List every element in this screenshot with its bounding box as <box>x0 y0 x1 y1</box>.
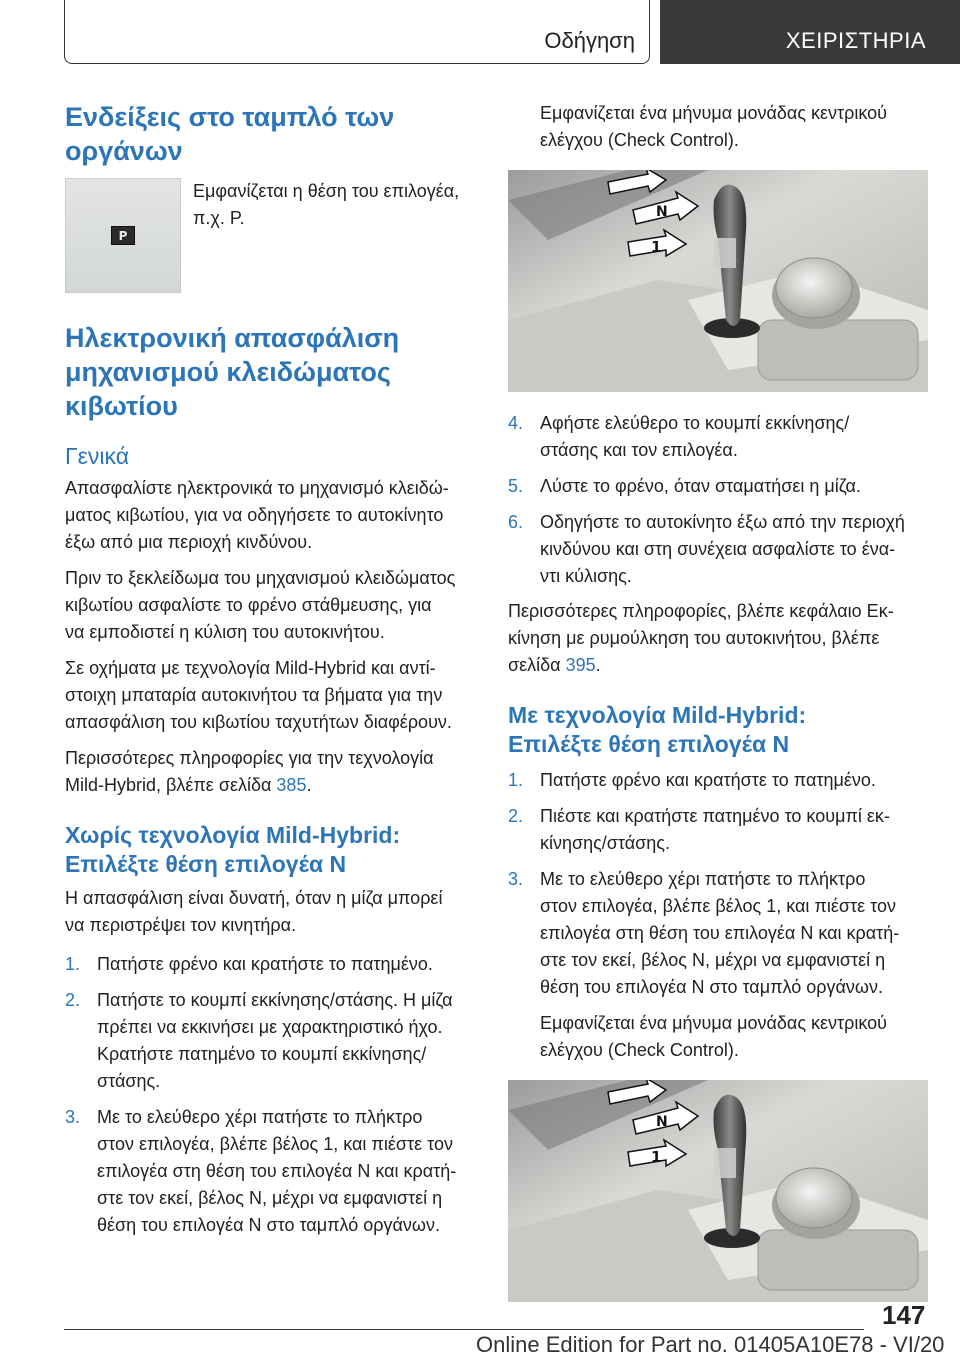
steps-list-left <box>65 951 483 1239</box>
list-item: 5. Λύστε το φρένο, όταν σταματήσει η μίζα. <box>508 476 861 496</box>
edition-footer: Online Edition for Part no. 01405A10E78 - VI/20 <box>476 1332 945 1357</box>
paragraph-starter: Η απασφάλιση είναι δυνατή, όταν η μίζα μπορεί να περιστρέψει τον κινητήρα. <box>65 888 443 935</box>
check-control-message-2: Εμφανίζεται ένα μήνυμα μονάδας κεντρικού ελέγχου (Check Control). <box>540 1013 888 1060</box>
footer-divider <box>64 1329 864 1330</box>
list-item: 4. Αφήστε ελεύθερο το κουμπί εκκίνησης/ στάσης και τον επιλογέα. <box>508 413 850 460</box>
heading-without-mild-hybrid: Χωρίς τεχνολογία Mild-Hybrid: Επιλέξτε θέση επιλογέα N <box>65 822 401 877</box>
list-item: 6. Οδηγήστε το αυτοκίνητο έξω από την περιοχή κινδύνου και στη συνέχεια ασφαλίστε το ένα- ντι κύλισης. <box>508 512 905 586</box>
gear-selector-photo-2 <box>508 1080 928 1302</box>
heading-indicator: Ενδείξεις στο ταμπλό των οργάνων <box>65 102 395 166</box>
heading-general: Γενικά <box>65 443 130 469</box>
page-header <box>0 0 960 64</box>
list-item: 3. Με το ελεύθερο χέρι πατήστε το πλήκτρο στον επιλογέα, βλέπε βέλος 1, και πιέστε τον επιλογέα στη θέση του επιλογέα N και κρατή- στε τον εκεί, βέλος N, μέχρι να εμφανιστεί η θέση του επιλογέα N στο ταμπλό οργάνων. <box>65 1107 457 1235</box>
paragraph-mild-hybrid: Σε οχήματα με τεχνολογία Mild-Hybrid και αντί- στοιχη μπαταρία αυτοκινήτου τα βήματα για την απασφάλιση του κιβωτίου ταχυτήτων διαφέρουν. <box>65 658 452 732</box>
list-item: 2. Πατήστε το κουμπί εκκίνησης/στάσης. Η μίζα πρέπει να εκκινήσει με χαρακτηριστικό ήχο. Κρατήστε πατημένο το κουμπί εκκίνησης/ στάσης. <box>65 990 453 1091</box>
section-title: Οδήγηση <box>544 28 635 53</box>
heading-with-mild-hybrid: Με τεχνολογία Mild-Hybrid: Επιλέξτε θέση επιλογέα N <box>508 702 807 757</box>
page-link-385[interactable]: 385 <box>276 775 307 795</box>
arrow-1-label-2: 1 <box>651 1148 662 1166</box>
arrow-1-label: 1 <box>651 238 662 256</box>
list-item: 2. Πιέστε και κρατήστε πατημένο το κουμπί εκ- κίνησης/στάσης. <box>508 806 890 853</box>
chapter-title: ΧΕΙΡΙΣΤΗΡΙΑ <box>785 28 926 53</box>
list-item: 1. Πατήστε φρένο και κρατήστε το πατημένο. <box>508 770 876 790</box>
list-item: 1. Πατήστε φρένο και κρατήστε το πατημένο. <box>65 954 433 974</box>
list-item: 3. Με το ελεύθερο χέρι πατήστε το πλήκτρο στον επιλογέα, βλέπε βέλος 1, και πιέστε τον επιλογέα στη θέση του επιλογέα N και κρατή- στε τον εκεί, βέλος N, μέχρι να εμφανιστεί η θέση του επιλογέα N στο ταμπλό οργάνων. <box>508 869 900 997</box>
indicator-block <box>65 178 483 293</box>
page-link-395[interactable]: 395 <box>565 655 596 675</box>
paragraph-parking-brake: Πριν το ξεκλείδωμα του μηχανισμού κλειδώματος κιβωτίου ασφαλίστε το φρένο στάθμευσης, για να εμποδιστεί η κύλιση του αυτοκινήτου. <box>65 568 456 642</box>
chapter-tab <box>660 0 960 64</box>
gear-selector-photo <box>508 170 928 392</box>
steps-list-right <box>508 410 928 590</box>
indicator-description: Εμφανίζεται η θέση του επιλογέα, π.χ. P. <box>193 181 460 228</box>
paragraph-more-info: Περισσότερες πληροφορίες για την τεχνολογία Mild-Hybrid, βλέπε σελίδα 385. <box>65 748 434 795</box>
steps-list-mild-hybrid <box>508 767 928 1001</box>
heading-electronic-unlock: Ηλεκτρονική απασφάλιση μηχανισμού κλειδώματος κιβωτίου <box>65 323 400 421</box>
paragraph-towing-ref: Περισσότερες πληροφορίες, βλέπε κεφάλαιο Εκ- κίνηση με ρυμούλκηση του αυτοκινήτου, βλέπε σελίδα 395. <box>508 601 894 675</box>
arrow-n-label-2: N <box>656 1114 668 1130</box>
gear-selector-illustration <box>508 170 928 392</box>
section-tab <box>64 0 650 64</box>
arrow-n-label: N <box>656 204 668 220</box>
park-indicator-icon: P <box>111 226 135 245</box>
gear-selector-illustration-2 <box>508 1080 928 1302</box>
right-column <box>508 100 928 1302</box>
left-column <box>65 100 483 1239</box>
check-control-message: Εμφανίζεται ένα μήνυμα μονάδας κεντρικού ελέγχου (Check Control). <box>540 103 888 150</box>
instrument-cluster-image <box>65 178 181 293</box>
paragraph-unlock-intro: Απασφαλίστε ηλεκτρονικά το μηχανισμό κλειδώ- ματος κιβωτίου, για να οδηγήσετε το αυτοκίνητο έξω από μια περιοχή κινδύνου. <box>65 478 449 552</box>
page-number: 147 <box>882 1300 926 1330</box>
